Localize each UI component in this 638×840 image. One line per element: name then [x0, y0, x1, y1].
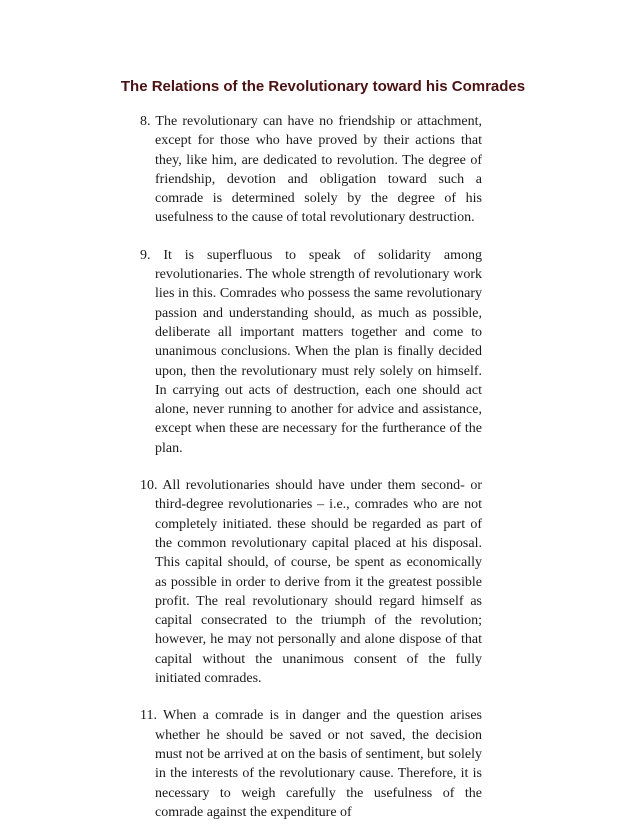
item-text: All revolutionaries should have under them second- or third-degree revolutionaries – i.e., comrades who are not completely initiated. these should be regarded as part of the common revolutionary capital placed at his disposal. This capital should, of course, be spent as economically as possible in order to derive from it the greatest possible profit. The real revolutionary should regard himself as capital consecrated to the triumph of the revolution; however, he may not personally and alone dispose of that capital without the unanimous consent of the fully initiated comrades.: [155, 478, 483, 687]
list-item: [140, 476, 482, 688]
numbered-list: [140, 112, 482, 840]
item-text: The revolutionary can have no friendship or attachment, except for those who have proved by their actions that they, like him, are dedicated to revolution. The degree of friendship, devotion and obligation toward such a comrade is determined solely by the degree of his usefulness to the cause of total revolutionary destruction.: [155, 114, 482, 226]
list-item: [140, 246, 482, 458]
item-text: When a comrade is in danger and the question arises whether he should be saved or not saved, the decision must not be arrived at on the basis of sentiment, but solely in the interests of the revolutionary cause. Therefore, it is necessary to weigh carefully the usefulness of the comrade against the expenditure of: [155, 708, 482, 820]
list-item: [140, 112, 482, 228]
item-number: 9.: [140, 247, 164, 263]
item-number: 11.: [140, 708, 163, 724]
list-item: [140, 706, 482, 822]
item-text: It is superfluous to speak of solidarity among revolutionaries. The whole strength of revolutionary work lies in this. Comrades who possess the same revolutionary passion and understanding should, as much as possible, deliberate all important matters together and come to unanimous conclusions. When the plan is finally decided upon, then the revolutionary must rely solely on himself. In carrying out acts of destruction, each one should act alone, never running to another for advice and assistance, except when these are necessary for the furtherance of the plan.: [155, 247, 482, 456]
item-number: 10.: [140, 478, 163, 494]
page-title: The Relations of the Revolutionary toward his Comrades: [120, 78, 526, 95]
item-number: 8.: [140, 114, 156, 129]
